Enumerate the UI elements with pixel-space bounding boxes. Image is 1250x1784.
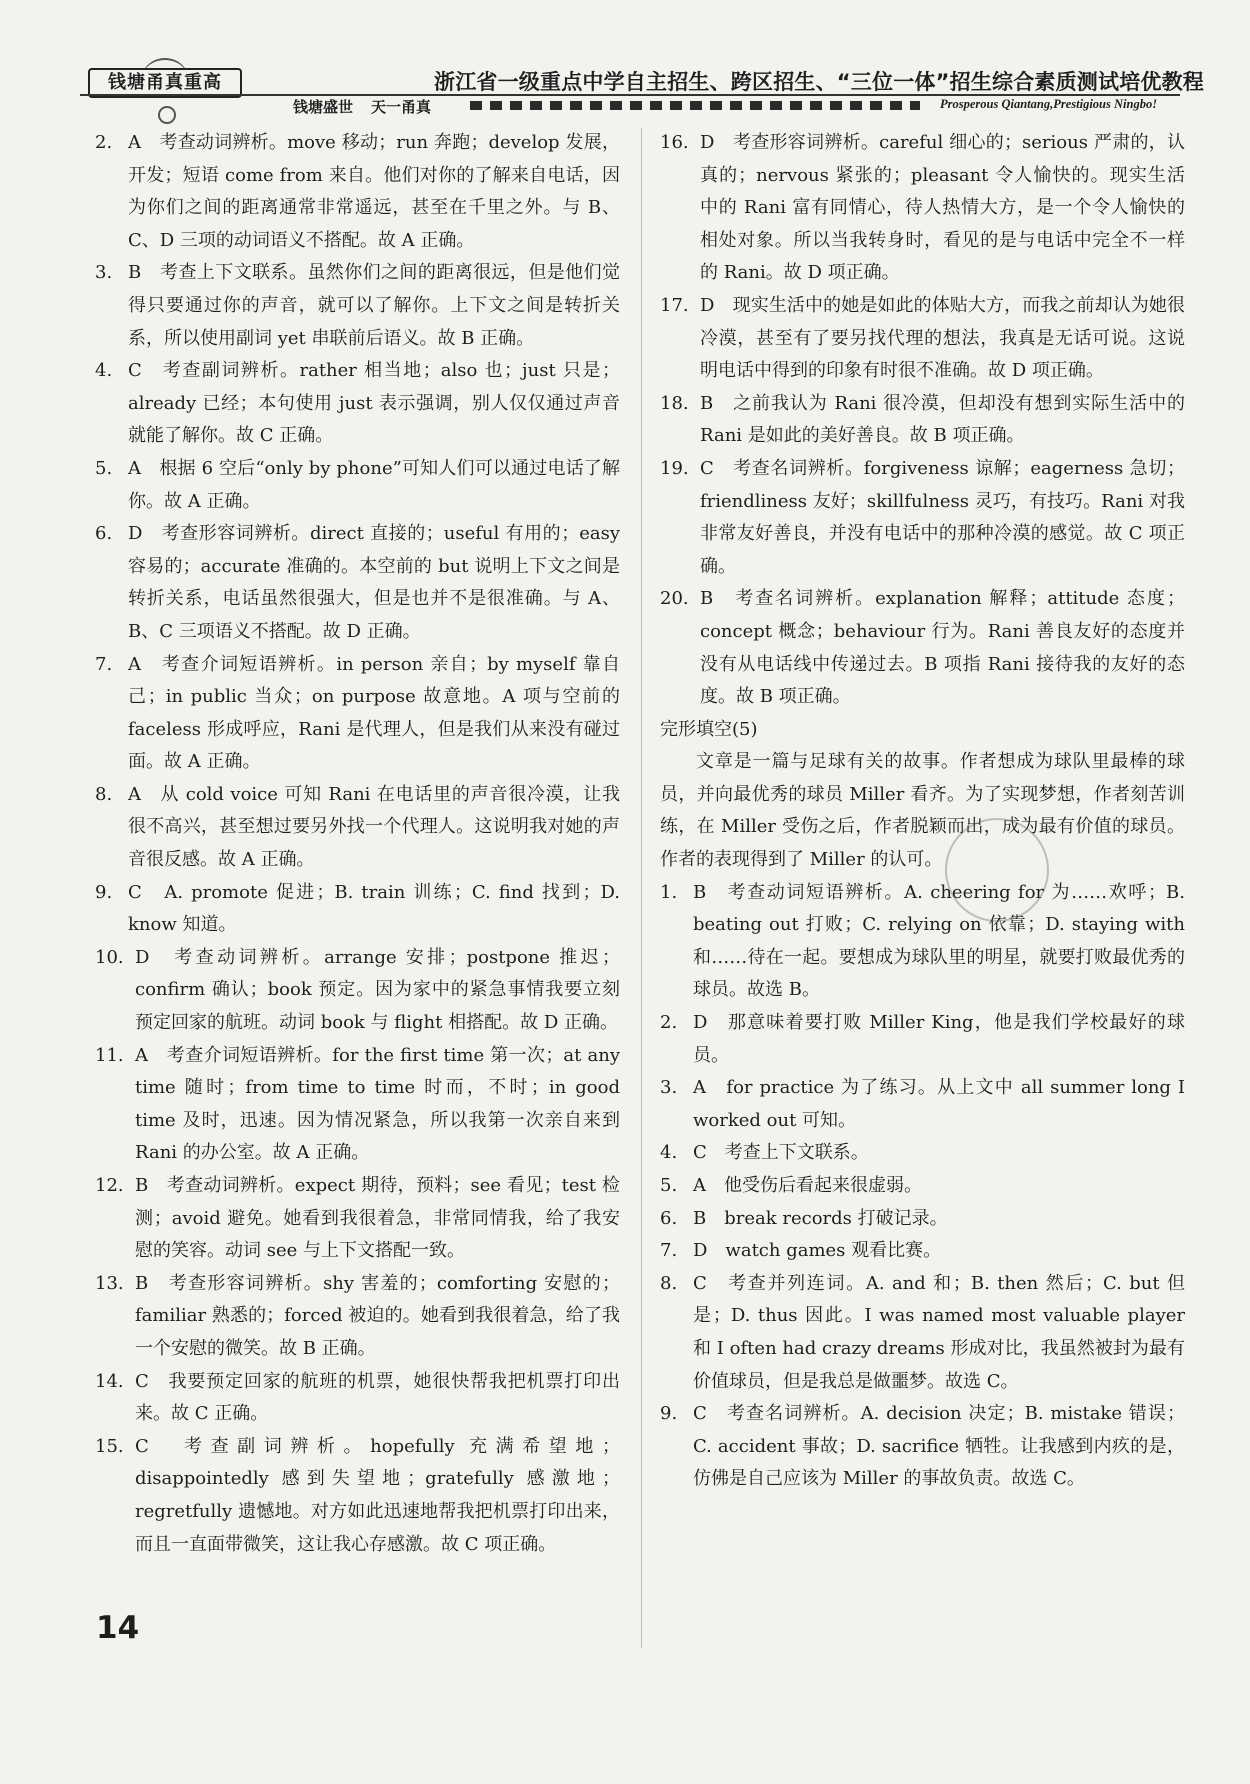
answer-number: 13. [95, 1272, 124, 1294]
left-column [95, 127, 620, 1561]
answer-item [95, 1040, 620, 1170]
answer-number: 8. [660, 1272, 678, 1294]
answer-text: A for practice 为了练习。从上文中 all summer long I worked out 可知。 [693, 1077, 1185, 1131]
answer-number: 19. [660, 457, 689, 479]
answer-number: 3. [95, 262, 113, 284]
answer-item [95, 779, 620, 877]
answer-text: D 考查形容词辨析。direct 直接的；useful 有用的；easy 容易的；accurate 准确的。本空前的 but 说明上下文之间是转折关系，电话虽然很强大，但是也并不是很准确。与 A、B、C 三项语义不搭配。故 D 正确。 [128, 523, 620, 642]
answer-number: 7. [660, 1240, 678, 1262]
answer-item [95, 257, 620, 355]
page-header [0, 0, 1250, 125]
answer-number: 3. [660, 1077, 678, 1099]
answer-number: 18. [660, 392, 689, 414]
answer-text: A 他受伤后看起来很虚弱。 [693, 1175, 922, 1196]
right-column [660, 127, 1185, 1496]
answer-item [95, 1268, 620, 1366]
answer-text: C 考查并列连词。A. and 和；B. then 然后；C. but 但是；D. thus 因此。I was named most valuable player 和 I often had crazy dreams 形成对比，我虽然被封为最有价值球员，但是我总是做噩梦。故选 C。 [693, 1272, 1185, 1392]
answer-text: A 从 cold voice 可知 Rani 在电话里的声音很冷漠，让我很不高兴，甚至想过要另外找一个代理人。这说明我对她的声音很反感。故 A 正确。 [128, 783, 620, 871]
brand-circle-icon [158, 106, 176, 124]
header-slogan [293, 96, 431, 117]
answer-item [95, 877, 620, 942]
answer-text: D 考查动词辨析。arrange 安排；postpone 推迟；confirm 确认；book 预定。因为家中的紧急事情我要立刻预定回家的航班。动词 book 与 flight 相搭配。故 D 正确。 [135, 946, 620, 1034]
slogan-right: 天一甬真 [371, 98, 432, 116]
answer-text: C 考查名词辨析。A. decision 决定；B. mistake 错误；C. accident 事故；D. sacrifice 牺牲。让我感到内疚的是，仿佛是自己应该为 Miller 的事故负责。故选 C。 [693, 1403, 1185, 1490]
answer-item [660, 583, 1185, 713]
answer-item [660, 1398, 1185, 1496]
answer-number: 12. [95, 1175, 124, 1196]
answer-item [660, 877, 1185, 1007]
header-rule [80, 94, 1180, 96]
answer-number: 10. [95, 946, 124, 968]
answer-number: 9. [95, 881, 113, 903]
answer-item [95, 1431, 620, 1561]
watermark-stamp-icon [945, 818, 1049, 922]
answer-number: 1. [660, 881, 678, 903]
page-number: 14 [96, 1610, 140, 1646]
answer-text: B 考查动词短语辨析。A. cheering for 为……欢呼；B. beating out 打败；C. relying on 依靠；D. staying with 和……待在一起。要想成为球队里的明星，就要打败最优秀的球员。故选 B。 [693, 881, 1185, 1001]
answer-number: 5. [95, 457, 113, 479]
answer-number: 6. [660, 1207, 678, 1229]
answer-item [95, 518, 620, 648]
book-title: 浙江省一级重点中学自主招生、跨区招生、“三位一体”招生综合素质测试培优教程 [434, 70, 1205, 94]
section-summary: 文章是一篇与足球有关的故事。作者想成为球队里最棒的球员，并向最优秀的球员 Miller 看齐。为了实现梦想，作者刻苦训练，在 Miller 受伤之后，作者脱颖而出，成为最有价值的球员。作者的表现得到了 Miller 的认可。 [660, 751, 1185, 871]
answer-text: C 考查名词辨析。forgiveness 谅解；eagerness 急切；friendliness 友好；skillfulness 灵巧，有技巧。Rani 对我非常友好善良，并没有电话中的那种冷漠的感觉。故 C 项正确。 [700, 457, 1185, 577]
answer-text: B 考查名词辨析。explanation 解释；attitude 态度；concept 概念；behaviour 行为。Rani 善良友好的态度并没有从电话线中传递过去。B 项指 Rani 接待我的友好的态度。故 B 项正确。 [700, 588, 1185, 708]
answer-number: 11. [95, 1044, 124, 1066]
answer-item [95, 355, 620, 453]
answer-item [660, 1072, 1185, 1137]
answer-item [660, 1235, 1185, 1268]
answer-item [660, 1170, 1185, 1203]
answer-number: 4. [95, 360, 113, 382]
answer-text: C 考查副词辨析。rather 相当地；also 也；just 只是；already 已经；本句使用 just 表示强调，别人仅仅通过声音就能了解你。故 C 正确。 [128, 360, 620, 447]
answer-text: A 考查介词短语辨析。in person 亲自；by myself 靠自己；in public 当众；on purpose 故意地。A 项与空前的 faceless 形成呼应，Rani 是代理人，但是我们从来没有碰过面。故 A 正确。 [128, 653, 620, 773]
answer-number: 5. [660, 1175, 678, 1196]
answer-item [95, 127, 620, 257]
answer-item [95, 942, 620, 1040]
answer-item [95, 1170, 620, 1268]
answer-text: D 考查形容词辨析。careful 细心的；serious 严肃的，认真的；nervous 紧张的；pleasant 令人愉快的。现实生活中的 Rani 富有同情心，待人热情大方，是一个令人愉快的相处对象。所以当我转身时，看见的是与电话中完全不一样的 Rani。故 D 项正确。 [700, 132, 1185, 284]
answer-item [660, 127, 1185, 290]
answer-number: 7. [95, 653, 113, 675]
answer-number: 2. [95, 132, 113, 153]
answer-number: 15. [95, 1435, 124, 1457]
answer-item [660, 290, 1185, 388]
answer-text: B 考查形容词辨析。shy 害羞的；comforting 安慰的；familiar 熟悉的；forced 被迫的。她看到我很着急，给了我一个安慰的微笑。故 B 正确。 [135, 1272, 620, 1359]
header-tagline: Prosperous Qiantang,Prestigious Ningbo! [940, 97, 1158, 111]
brand-logo: 钱塘甬真重高 [88, 68, 242, 98]
answer-item [95, 649, 620, 779]
answer-text: D 那意味着要打败 Miller King，他是我们学校最好的球员。 [693, 1012, 1185, 1066]
answer-text: A 考查介词短语辨析。for the first time 第一次；at any time 随时；from time to time 时而，不时；in good time 及时，迅速。因为情况紧急，所以我第一次亲自来到 Rani 的办公室。故 A 正确。 [135, 1044, 620, 1164]
answer-text: A 根据 6 空后“only by phone”可知人们可以通过电话了解你。故 A 正确。 [128, 457, 620, 512]
answer-text: C 考查上下文联系。 [693, 1142, 869, 1164]
column-divider [641, 128, 642, 1648]
answer-text: B 考查上下文联系。虽然你们之间的距离很远，但是他们觉得只要通过你的声音，就可以了解你。上下文之间是转折关系，所以使用副词 yet 串联前后语义。故 B 正确。 [128, 262, 620, 349]
answer-text: A 考查动词辨析。move 移动；run 奔跑；develop 发展，开发；短语 come from 来自。他们对你的了解来自电话，因为你们之间的距离通常非常遥远，甚至在千里之外。与 B、C、D 三项的动词语义不搭配。故 A 正确。 [128, 132, 620, 251]
answer-text: D watch games 观看比赛。 [693, 1240, 942, 1262]
answer-text: B 之前我认为 Rani 很冷漠，但却没有想到实际生活中的 Rani 是如此的美好善良。故 B 项正确。 [700, 392, 1185, 447]
answer-number: 6. [95, 523, 113, 545]
answer-item [660, 1137, 1185, 1170]
header-dash-line [470, 101, 920, 110]
answer-number: 9. [660, 1403, 678, 1425]
answer-text: B break records 打破记录。 [693, 1207, 948, 1229]
answer-text: C A. promote 促进；B. train 训练；C. find 找到；D. know 知道。 [128, 881, 620, 936]
answer-item [660, 453, 1185, 583]
section-title: 完形填空(5) [660, 718, 758, 740]
answer-text: C 考查副词辨析。hopefully 充满希望地；disappointedly 感到失望地；gratefully 感激地；regretfully 遗憾地。对方如此迅速地帮我把机票打印出来，而且一直面带微笑，这让我心存感激。故 C 项正确。 [135, 1435, 620, 1555]
answer-item [660, 388, 1185, 453]
answer-number: 8. [95, 783, 113, 805]
answer-item [660, 1007, 1185, 1072]
answer-number: 14. [95, 1370, 124, 1392]
answer-number: 2. [660, 1012, 678, 1034]
answer-item [95, 453, 620, 518]
answer-text: B 考查动词辨析。expect 期待，预料；see 看见；test 检测；avoid 避免。她看到我很着急，非常同情我，给了我安慰的笑容。动词 see 与上下文搭配一致。 [135, 1175, 620, 1262]
answer-item [660, 1268, 1185, 1398]
answer-number: 20. [660, 588, 689, 610]
answer-item [95, 1366, 620, 1431]
answer-text: D 现实生活中的她是如此的体贴大方，而我之前却认为她很冷漠，甚至有了要另找代理的想法，我真是无话可说。这说明电话中得到的印象有时很不准确。故 D 项正确。 [700, 294, 1185, 382]
answer-number: 17. [660, 294, 689, 316]
slogan-left: 钱塘盛世 [293, 98, 354, 116]
answer-number: 16. [660, 132, 689, 153]
answer-number: 4. [660, 1142, 678, 1164]
answer-text: C 我要预定回家的航班的机票，她很快帮我把机票打印出来。故 C 正确。 [135, 1370, 620, 1425]
answer-item [660, 1203, 1185, 1236]
